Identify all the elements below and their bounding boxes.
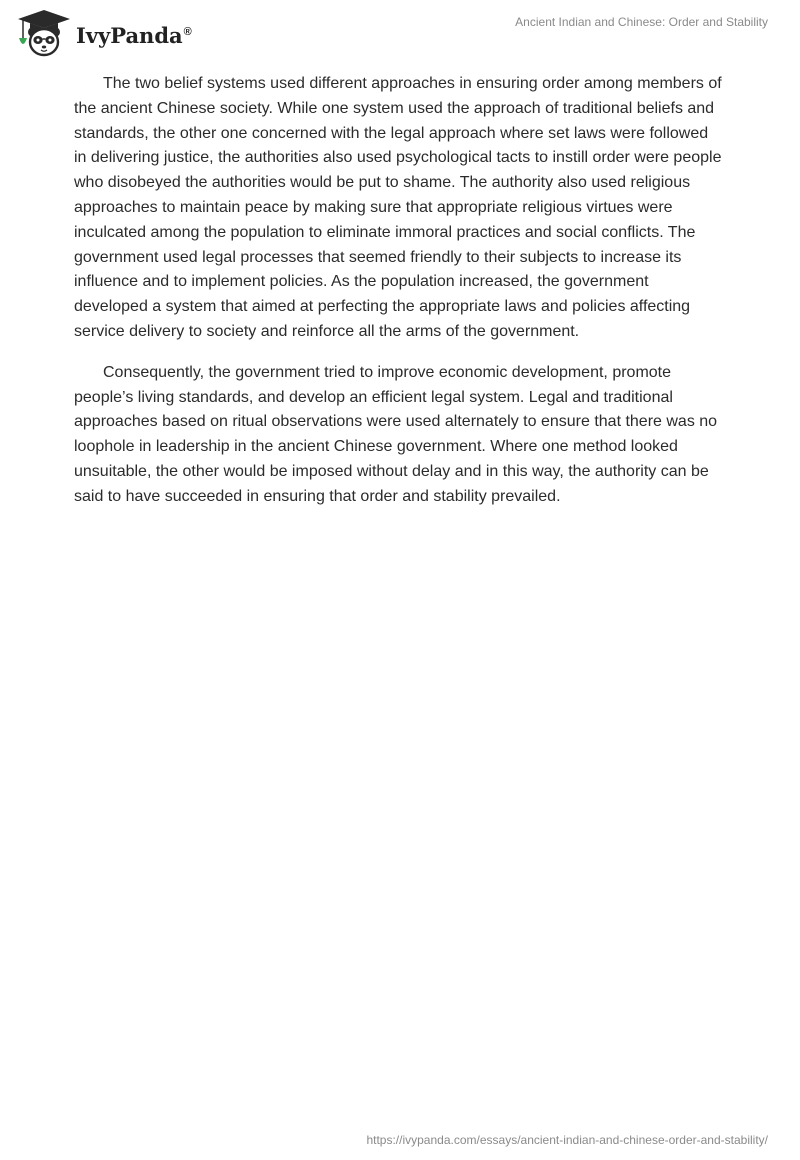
ivypanda-logo[interactable] [14, 8, 192, 58]
essay-body [74, 72, 724, 526]
page-header [0, 0, 800, 70]
paragraph-2: Consequently, the government tried to improve economic development, promote people’s living standards, and develop an efficient legal system. Legal and traditional approaches based on ritual observations were used alternately to ensure that there was no loophole in leadership in the ancient Chinese government. Where one method looked unsuitable, the other would be imposed without delay and in this way, the authority can be said to have succeeded in ensuring that order and stability prevailed. [74, 363, 718, 505]
registered-mark: ® [183, 25, 192, 38]
source-url[interactable]: https://ivypanda.com/essays/ancient-indian-and-chinese-order-and-stability/ [366, 1133, 768, 1147]
panda-graduate-icon [14, 8, 74, 58]
document-title: Ancient Indian and Chinese: Order and Stability [515, 15, 768, 29]
brand-name: IvyPanda® [76, 22, 192, 48]
paragraph-1: The two belief systems used different approaches in ensuring order among members of the ancient Chinese society. While one system used the approach of traditional beliefs and standards, the other one concerned with the legal approach where set laws were followed in delivering justice, the authorities also used psychological tacts to instill order were people who disobeyed the authorities would be put to shame. The authority also used religious approaches to maintain peace by making sure that appropriate religious virtues were inculcated among the population to eliminate immoral practices and social conflicts. The government used legal processes that seemed friendly to their subjects to increase its influence and to implement policies. As the population increased, the government developed a system that aimed at perfecting the appropriate laws and policies affecting service delivery to society and reinforce all the arms of the government. [74, 75, 722, 340]
